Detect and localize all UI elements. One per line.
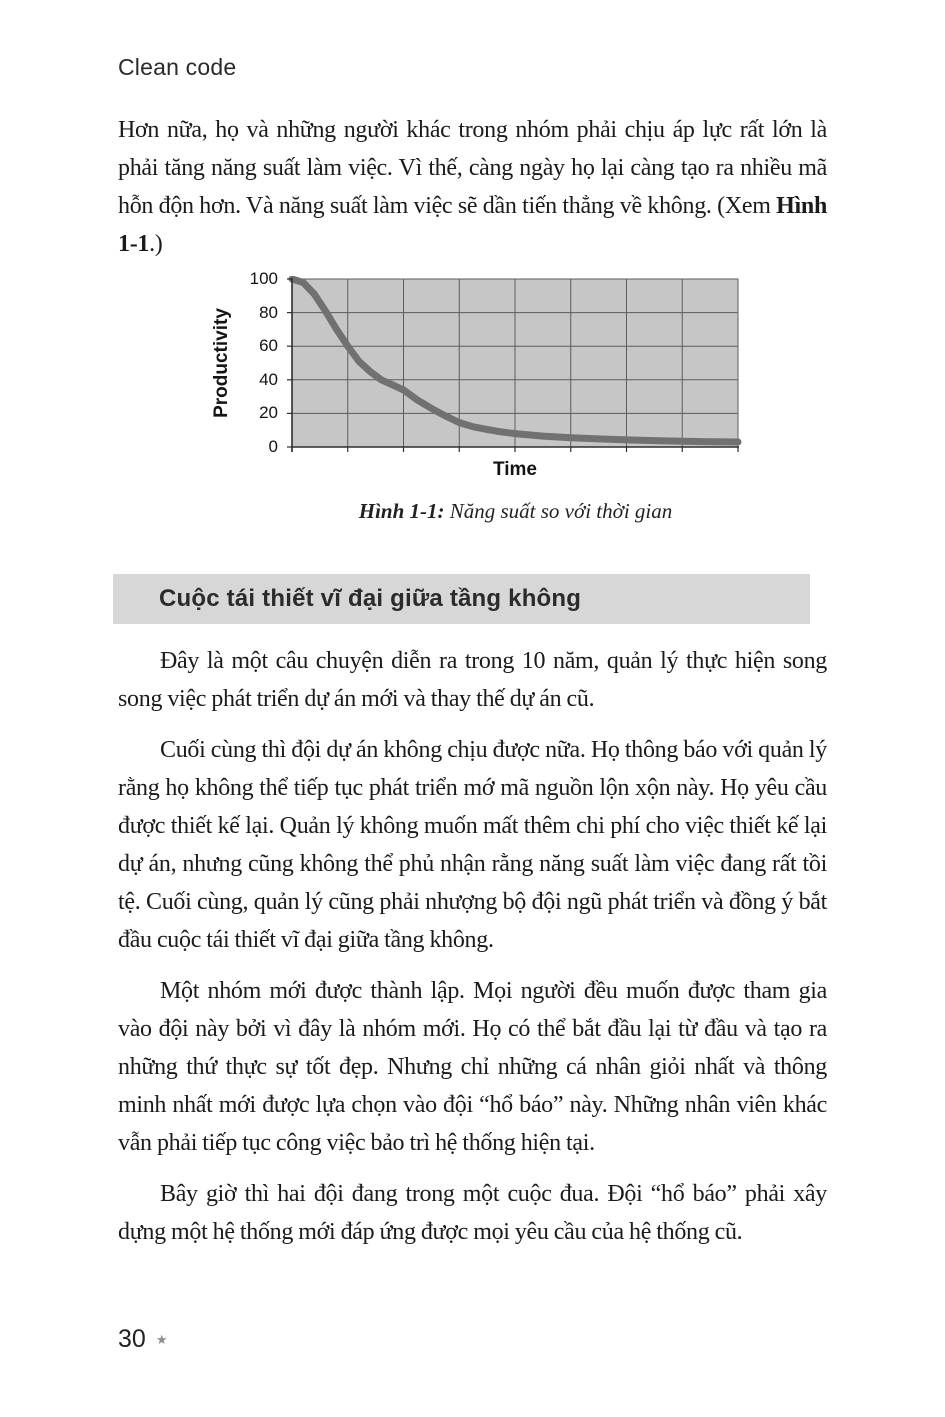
caption-text: Năng suất so với thời gian — [444, 499, 673, 523]
y-tick-label: 20 — [259, 403, 278, 423]
figure-reference: Hình 1-1 — [118, 193, 827, 257]
y-tick-label: 100 — [249, 269, 278, 288]
page-content — [118, 54, 827, 1264]
page-footer — [118, 1325, 167, 1354]
body-paragraph-1: Đây là một câu chuyện diễn ra trong 10 năm, quản lý thực hiện song song việc phát triển dự án mới và thay thế dự án cũ. — [118, 648, 827, 712]
y-tick-column — [240, 269, 284, 456]
body-paragraph-4: Bây giờ thì hai đội đang trong một cuộc đua. Đội “hổ báo” phải xây dựng một hệ thống mới đáp ứng được mọi yêu cầu của hệ thống cũ. — [118, 1181, 827, 1245]
section-heading: Cuộc tái thiết vĩ đại giữa tầng không — [159, 585, 582, 612]
intro-paragraph — [118, 111, 827, 263]
section-heading-bar — [113, 574, 810, 624]
productivity-chart-svg — [284, 276, 746, 456]
body-paragraph-3: Một nhóm mới được thành lập. Mọi người đều muốn được tham gia vào đội này bởi vì đây là nhóm mới. Họ có thể bắt đầu lại từ đầu và tạo ra những thứ thực sự tốt đẹp. Nhưng chỉ những cá nhân giỏi nhất và thông minh nhất mới được lựa chọn vào đội “hổ báo” này. Những nhân viên khác vẫn phải tiếp tục công việc bảo trì hệ thống hiện tại. — [118, 978, 827, 1156]
y-tick-label: 0 — [268, 437, 278, 456]
intro-text-before: Hơn nữa, họ và những người khác trong nhóm phải chịu áp lực rất lớn là phải tăng năng suất làm việc. Vì thế, càng ngày họ lại càng tạo ra nhiều mã hỗn độn hơn. Và năng suất làm việc sẽ dần tiến thẳng về không. (Xem — [118, 117, 827, 219]
y-axis-label-column — [204, 276, 240, 456]
caption-label: Hình 1-1: — [358, 499, 445, 523]
star-icon: ★ — [155, 1332, 168, 1347]
y-tick-label: 80 — [259, 302, 278, 322]
running-header: Clean code — [118, 54, 237, 80]
x-axis-label: Time — [492, 459, 537, 480]
y-tick-label: 40 — [259, 369, 278, 389]
page-number: 30 — [118, 1325, 146, 1353]
figure-caption — [204, 499, 827, 524]
y-axis-label: Productivity — [211, 308, 232, 418]
productivity-chart — [204, 269, 827, 456]
intro-text-after: .) — [149, 231, 163, 257]
y-tick-label: 60 — [259, 336, 278, 356]
body-paragraph-2: Cuối cùng thì đội dự án không chịu được nữa. Họ thông báo với quản lý rằng họ không thể tiếp tục phát triển mớ mã nguồn lộn xộn này. Họ yêu cầu được thiết kế lại. Quản lý không muốn mất thêm chi phí cho việc thiết kế lại dự án, nhưng cũng không thể phủ nhận rằng năng suất làm việc đang rất tồi tệ. Cuối cùng, quản lý cũng phải nhượng bộ đội ngũ phát triển và đồng ý bắt đầu cuộc tái thiết vĩ đại giữa tầng không. — [118, 737, 827, 953]
figure — [204, 269, 827, 524]
